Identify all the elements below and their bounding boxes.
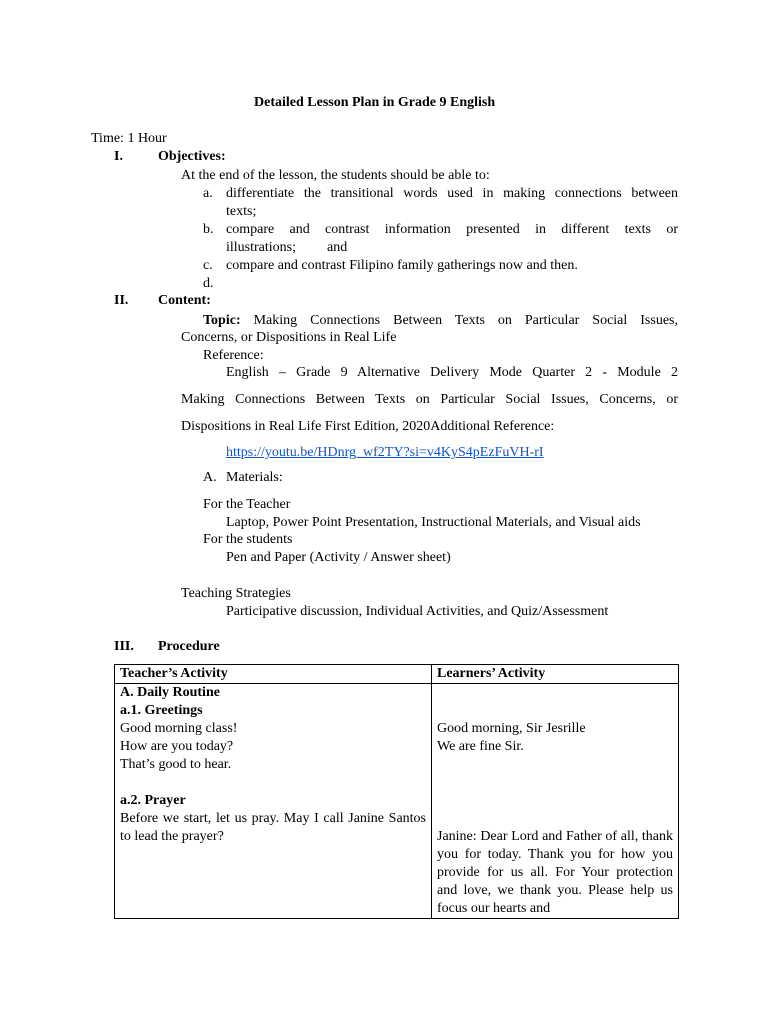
objective-letter-d: d. bbox=[203, 276, 214, 291]
greetings-heading: a.1. Greetings bbox=[120, 703, 203, 718]
student-materials: Pen and Paper (Activity / Answer sheet) bbox=[226, 550, 451, 565]
learner-greet-line: Good morning, Sir Jesrille bbox=[437, 721, 586, 736]
topic-text: Making Connections Between Texts on Particular Social Issues, bbox=[253, 313, 678, 328]
blank-line bbox=[437, 684, 673, 702]
blank-line bbox=[437, 792, 673, 810]
objective-c-line1: compare and contrast Filipino family gatherings now and then. bbox=[226, 258, 578, 273]
objectives-numeral: I. bbox=[114, 149, 123, 164]
teacher-greet-line: That’s good to hear. bbox=[120, 757, 232, 772]
topic-line1 bbox=[203, 312, 678, 330]
topic-label: Topic: bbox=[203, 313, 241, 328]
objectives-intro: At the end of the lesson, the students should be able to: bbox=[181, 168, 490, 183]
reference-link-wrap bbox=[226, 444, 544, 462]
for-students-label: For the students bbox=[203, 532, 293, 547]
page-title: Detailed Lesson Plan in Grade 9 English bbox=[254, 95, 496, 110]
teacher-activity-cell bbox=[115, 684, 432, 919]
blank-line bbox=[120, 774, 426, 792]
teacher-materials: Laptop, Power Point Presentation, Instructional Materials, and Visual aids bbox=[226, 515, 641, 530]
reference-line3: Dispositions in Real Life First Edition, 2020Additional Reference: bbox=[181, 419, 555, 434]
objective-b-line2: illustrations; bbox=[226, 240, 296, 255]
objective-b-line2-and: and bbox=[327, 240, 348, 255]
blank-line bbox=[437, 756, 673, 774]
objectives-heading: Objectives: bbox=[158, 149, 226, 164]
objective-letter-a: a. bbox=[203, 186, 213, 201]
topic-line2: Concerns, or Dispositions in Real Life bbox=[181, 330, 397, 345]
teacher-greet-line: Good morning class! bbox=[120, 721, 238, 736]
for-teacher-label: For the Teacher bbox=[203, 497, 291, 512]
table-header-learner: Learners’ Activity bbox=[432, 665, 679, 684]
daily-routine-heading: A. Daily Routine bbox=[120, 685, 220, 700]
blank-line bbox=[437, 702, 673, 720]
teacher-greet-line: How are you today? bbox=[120, 739, 234, 754]
reference-label: Reference: bbox=[203, 348, 264, 363]
procedure-heading: Procedure bbox=[158, 639, 220, 654]
blank-line bbox=[437, 810, 673, 828]
objective-letter-b: b. bbox=[203, 222, 214, 237]
reference-line2: Making Connections Between Texts on Particular Social Issues, Concerns, or bbox=[181, 392, 678, 407]
objective-a-line2: texts; bbox=[226, 204, 257, 219]
blank-line bbox=[437, 774, 673, 792]
prayer-heading: a.2. Prayer bbox=[120, 793, 186, 808]
time-allotment: Time: 1 Hour bbox=[91, 131, 167, 146]
learner-prayer-text: Janine: Dear Lord and Father of all, thank you for today. Thank you for how you provide for us all. For Your protection and love, we thank you. Please help us focus our hearts and bbox=[437, 829, 673, 916]
strategies-label: Teaching Strategies bbox=[181, 586, 291, 601]
learner-activity-cell bbox=[432, 684, 679, 919]
content-numeral: II. bbox=[114, 293, 129, 308]
strategies-text: Participative discussion, Individual Activities, and Quiz/Assessment bbox=[226, 604, 609, 619]
reference-link[interactable]: https://youtu.be/HDnrg_wf2TY?si=v4KyS4pEzFuVH-rI bbox=[226, 445, 544, 460]
table-header-teacher: Teacher’s Activity bbox=[115, 665, 432, 684]
teacher-prayer-text: Before we start, let us pray. May I call Janine Santos to lead the prayer? bbox=[120, 811, 426, 844]
table-header-row bbox=[115, 665, 679, 684]
procedure-numeral: III. bbox=[114, 639, 134, 654]
reference-line1: English – Grade 9 Alternative Delivery Mode Quarter 2 - Module 2 bbox=[226, 365, 678, 380]
objective-b-line1: compare and contrast information presented in different texts or bbox=[226, 222, 678, 237]
learner-greet-line: We are fine Sir. bbox=[437, 739, 524, 754]
content-heading: Content: bbox=[158, 293, 211, 308]
materials-letter: A. bbox=[203, 470, 217, 485]
objective-letter-c: c. bbox=[203, 258, 213, 273]
procedure-table bbox=[114, 664, 679, 919]
objective-a-line1: differentiate the transitional words used in making connections between bbox=[226, 186, 678, 201]
table-row bbox=[115, 684, 679, 919]
materials-heading: Materials: bbox=[226, 470, 283, 485]
